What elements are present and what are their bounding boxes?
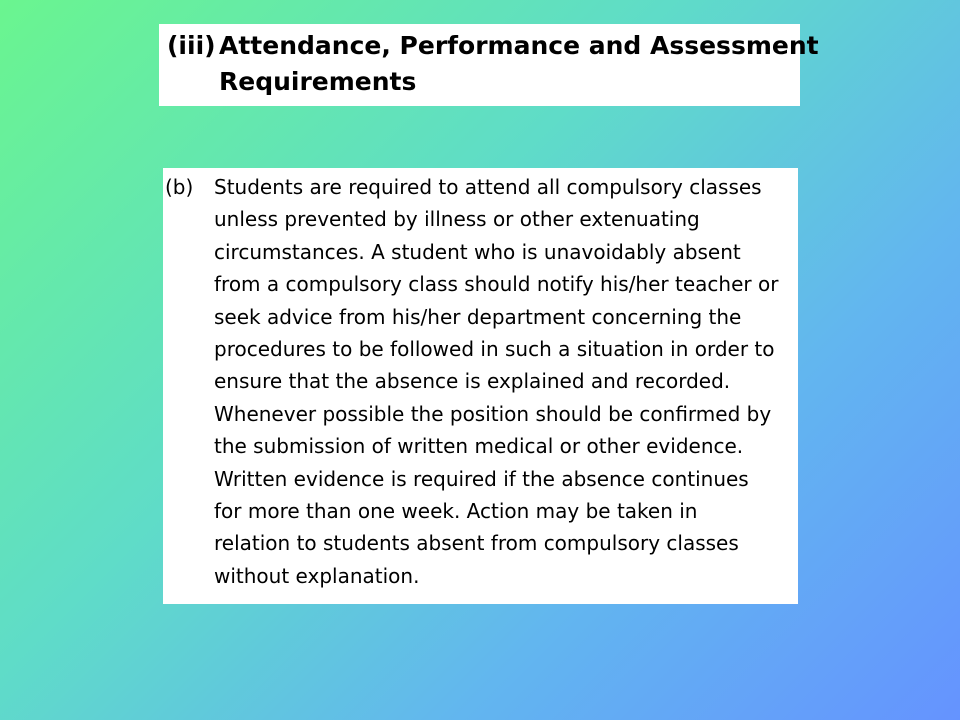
clause-marker: (b) <box>165 175 194 199</box>
clause-text <box>214 171 796 592</box>
section-number: (iii) <box>167 31 216 60</box>
clause-line: for more than one week. Action may be taken in <box>214 499 698 524</box>
clause-line: relation to students absent from compulsory classes <box>214 531 739 556</box>
clause-line: Students are required to attend all compulsory classes <box>214 175 762 199</box>
clause-line: circumstances. A student who is unavoidably absent <box>214 239 741 264</box>
section-title-line-1: Attendance, Performance and Assessment <box>219 31 819 60</box>
clause-line: without explanation. <box>214 563 420 588</box>
clause-line: procedures to be followed in such a situation in order to <box>214 337 775 362</box>
clause-line: unless prevented by illness or other extenuating <box>214 207 700 232</box>
clause-box <box>163 168 798 604</box>
clause-line: Written evidence is required if the absence continues <box>214 466 749 491</box>
clause-line: the submission of written medical or other evidence. <box>214 434 744 459</box>
section-heading-box <box>159 24 819 106</box>
section-title-line-2: Requirements <box>219 67 417 96</box>
section-title <box>219 28 819 100</box>
clause-line: seek advice from his/her department concerning the <box>214 304 742 329</box>
clause-line: from a compulsory class should notify his/her teacher or <box>214 272 779 297</box>
clause-line: ensure that the absence is explained and recorded. <box>214 369 731 394</box>
clause-line: Whenever possible the position should be confirmed by <box>214 401 772 426</box>
